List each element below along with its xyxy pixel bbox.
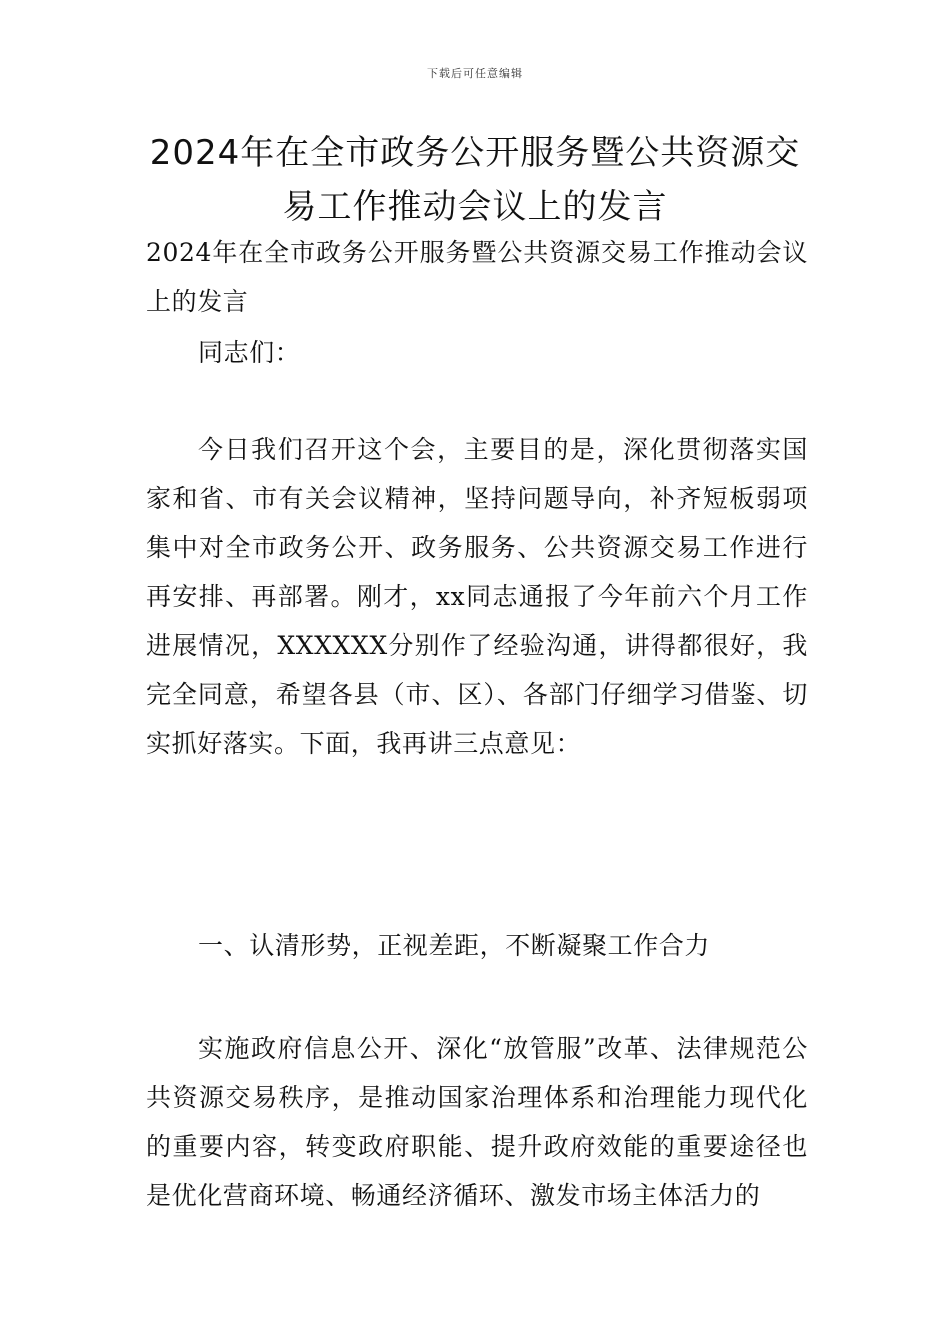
salutation: 同志们： bbox=[198, 338, 301, 367]
paragraph-2: 实施政府信息公开、深化“放管服”改革、法律规范公共资源交易秩序，是推动国家治理体系和治理能力现代化的重要内容，转变政府职能、提升政府效能的重要途径也是优化营商环境、畅通经济循环、激发市场主体活力的 bbox=[146, 1034, 808, 1210]
section-heading-1: 一、认清形势，正视差距，不断凝聚工作合力 bbox=[198, 931, 711, 960]
document-title: 2024年在全市政务公开服务暨公共资源交易工作推动会议上的发言 bbox=[149, 133, 801, 227]
paragraph-1: 今日我们召开这个会，主要目的是，深化贯彻落实国家和省、市有关会议精神，坚持问题导向，补齐短板弱项集中对全市政务公开、政务服务、公共资源交易工作进行再安排、再部署。刚才，xx同志通报了今年前六个月工作进展情况，XXXXXX分别作了经验沟通，讲得都很好，我完全同意，希望各县（市、区）、各部门仔细学习借鉴、切实抓好落实。下面，我再讲三点意见： bbox=[146, 435, 808, 758]
header-note: 下载后可任意编辑 bbox=[427, 67, 523, 80]
subtitle-text: 2024年在全市政务公开服务暨公共资源交易工作推动会议上的发言 bbox=[146, 238, 808, 316]
